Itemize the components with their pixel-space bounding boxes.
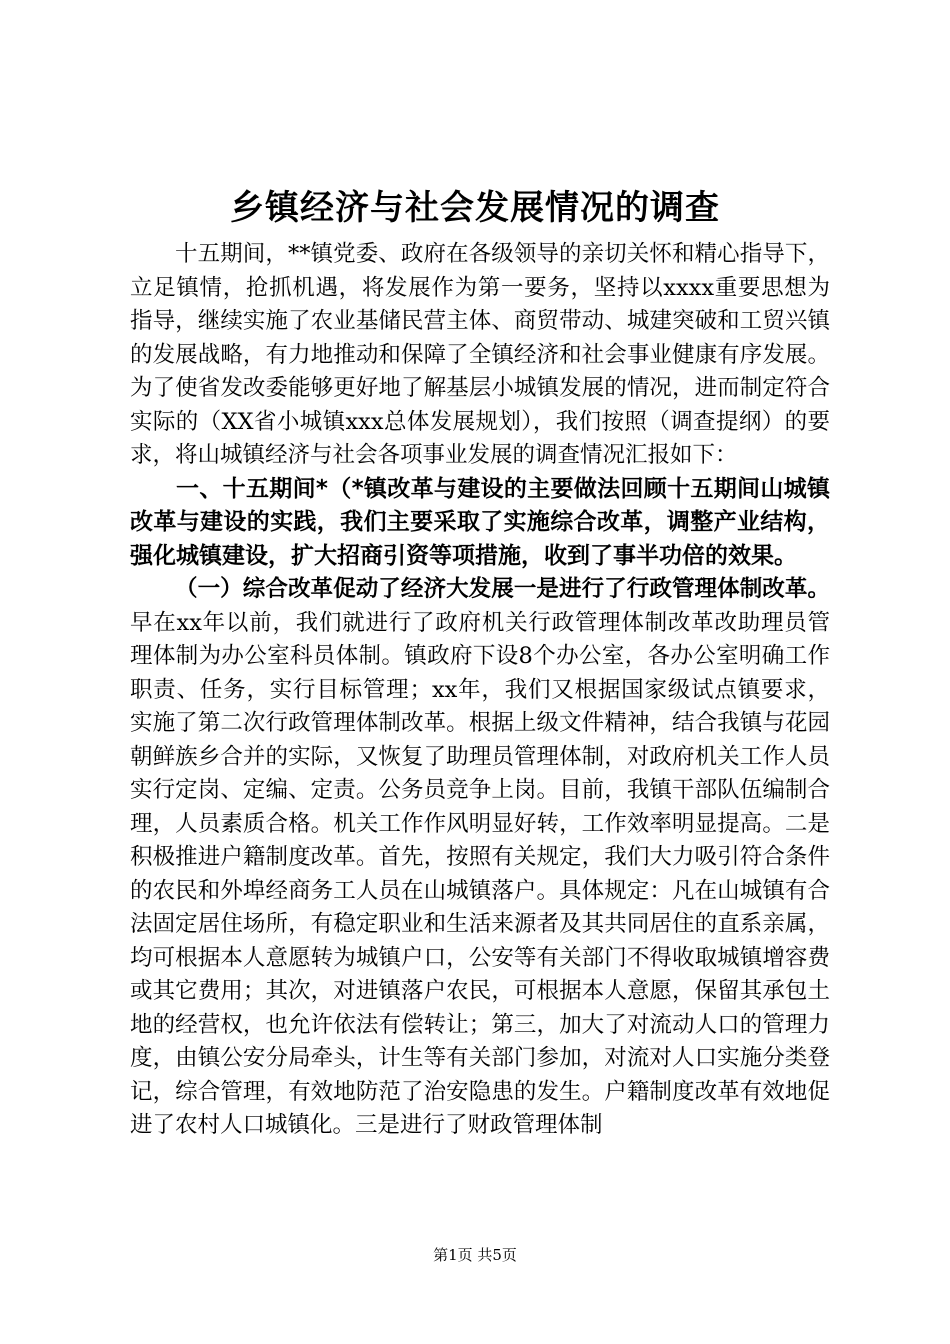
document-title: 乡镇经济与社会发展情况的调查 (230, 188, 720, 228)
section-heading: 一、十五期间*（*镇改革与建设的主要做法回顾十五期间山城镇改革与建设的实践，我们主要采取了实施综合改革，调整产业结构，强化城镇建设，扩大招商引资等项措施，收到了事半功倍的效果。 (130, 475, 830, 569)
subsection-body: 早在xx年以前，我们就进行了政府机关行政管理体制改革改助理员管理体制为办公室科员体制。镇政府下设8个办公室，各办公室明确工作职责、任务，实行目标管理；xx年，我们又根据国家级试点镇要求，实施了第二次行政管理体制改革。根据上级文件精神，结合我镇与花园朝鲜族乡合并的实际，又恢复了助理员管理体制，对政府机关工作人员实行定岗、定编、定责。公务员竞争上岗。目前，我镇干部队伍编制合理，人员素质合格。机关工作作风明显好转，工作效率明显提高。二是积极推进户籍制度改革。首先，按照有关规定，我们大力吸引符合条件的农民和外埠经商务工人员在山城镇落户。具体规定：凡在山城镇有合法固定居住场所，有稳定职业和生活来源者及其共同居住的直系亲属，均可根据本人意愿转为城镇户口，公安等有关部门不得收取城镇增容费或其它费用；其次，对进镇落户农民，可根据本人意愿，保留其承包土地的经营权，也允许依法有偿转让；第三，加大了对流动人口的管理力度，由镇公安分局牵头，计生等有关部门参加，对流对人口实施分类登记，综合管理，有效地防范了治安隐患的发生。户籍制度改革有效地促进了农村人口城镇化。三是进行了财政管理体制 (130, 609, 830, 1138)
intro-paragraph: 十五期间，**镇党委、政府在各级领导的亲切关怀和精心指导下，立足镇情，抢抓机遇，将发展作为第一要务，坚持以xxxx重要思想为指导，继续实施了农业基储民营主体、商贸带动、城建突破和工贸兴镇的发展战略，有力地推动和保障了全镇经济和社会事业健康有序发展。为了使省发改委能够更好地了解基层小城镇发展的情况，进而制定符合实际的（XX省小城镇xxx总体发展规划），我们按照（调查提纲）的要求，将山城镇经济与社会各项事业发展的调查情况汇报如下： (130, 241, 830, 468)
page-number-footer: 第1页 共5页 (433, 1246, 517, 1264)
subsection-lead: （一）综合改革促动了经济大发展一是进行了行政管理体制改革。 (175, 576, 830, 602)
document-body (130, 238, 830, 1143)
subsection-paragraph (130, 573, 830, 1143)
